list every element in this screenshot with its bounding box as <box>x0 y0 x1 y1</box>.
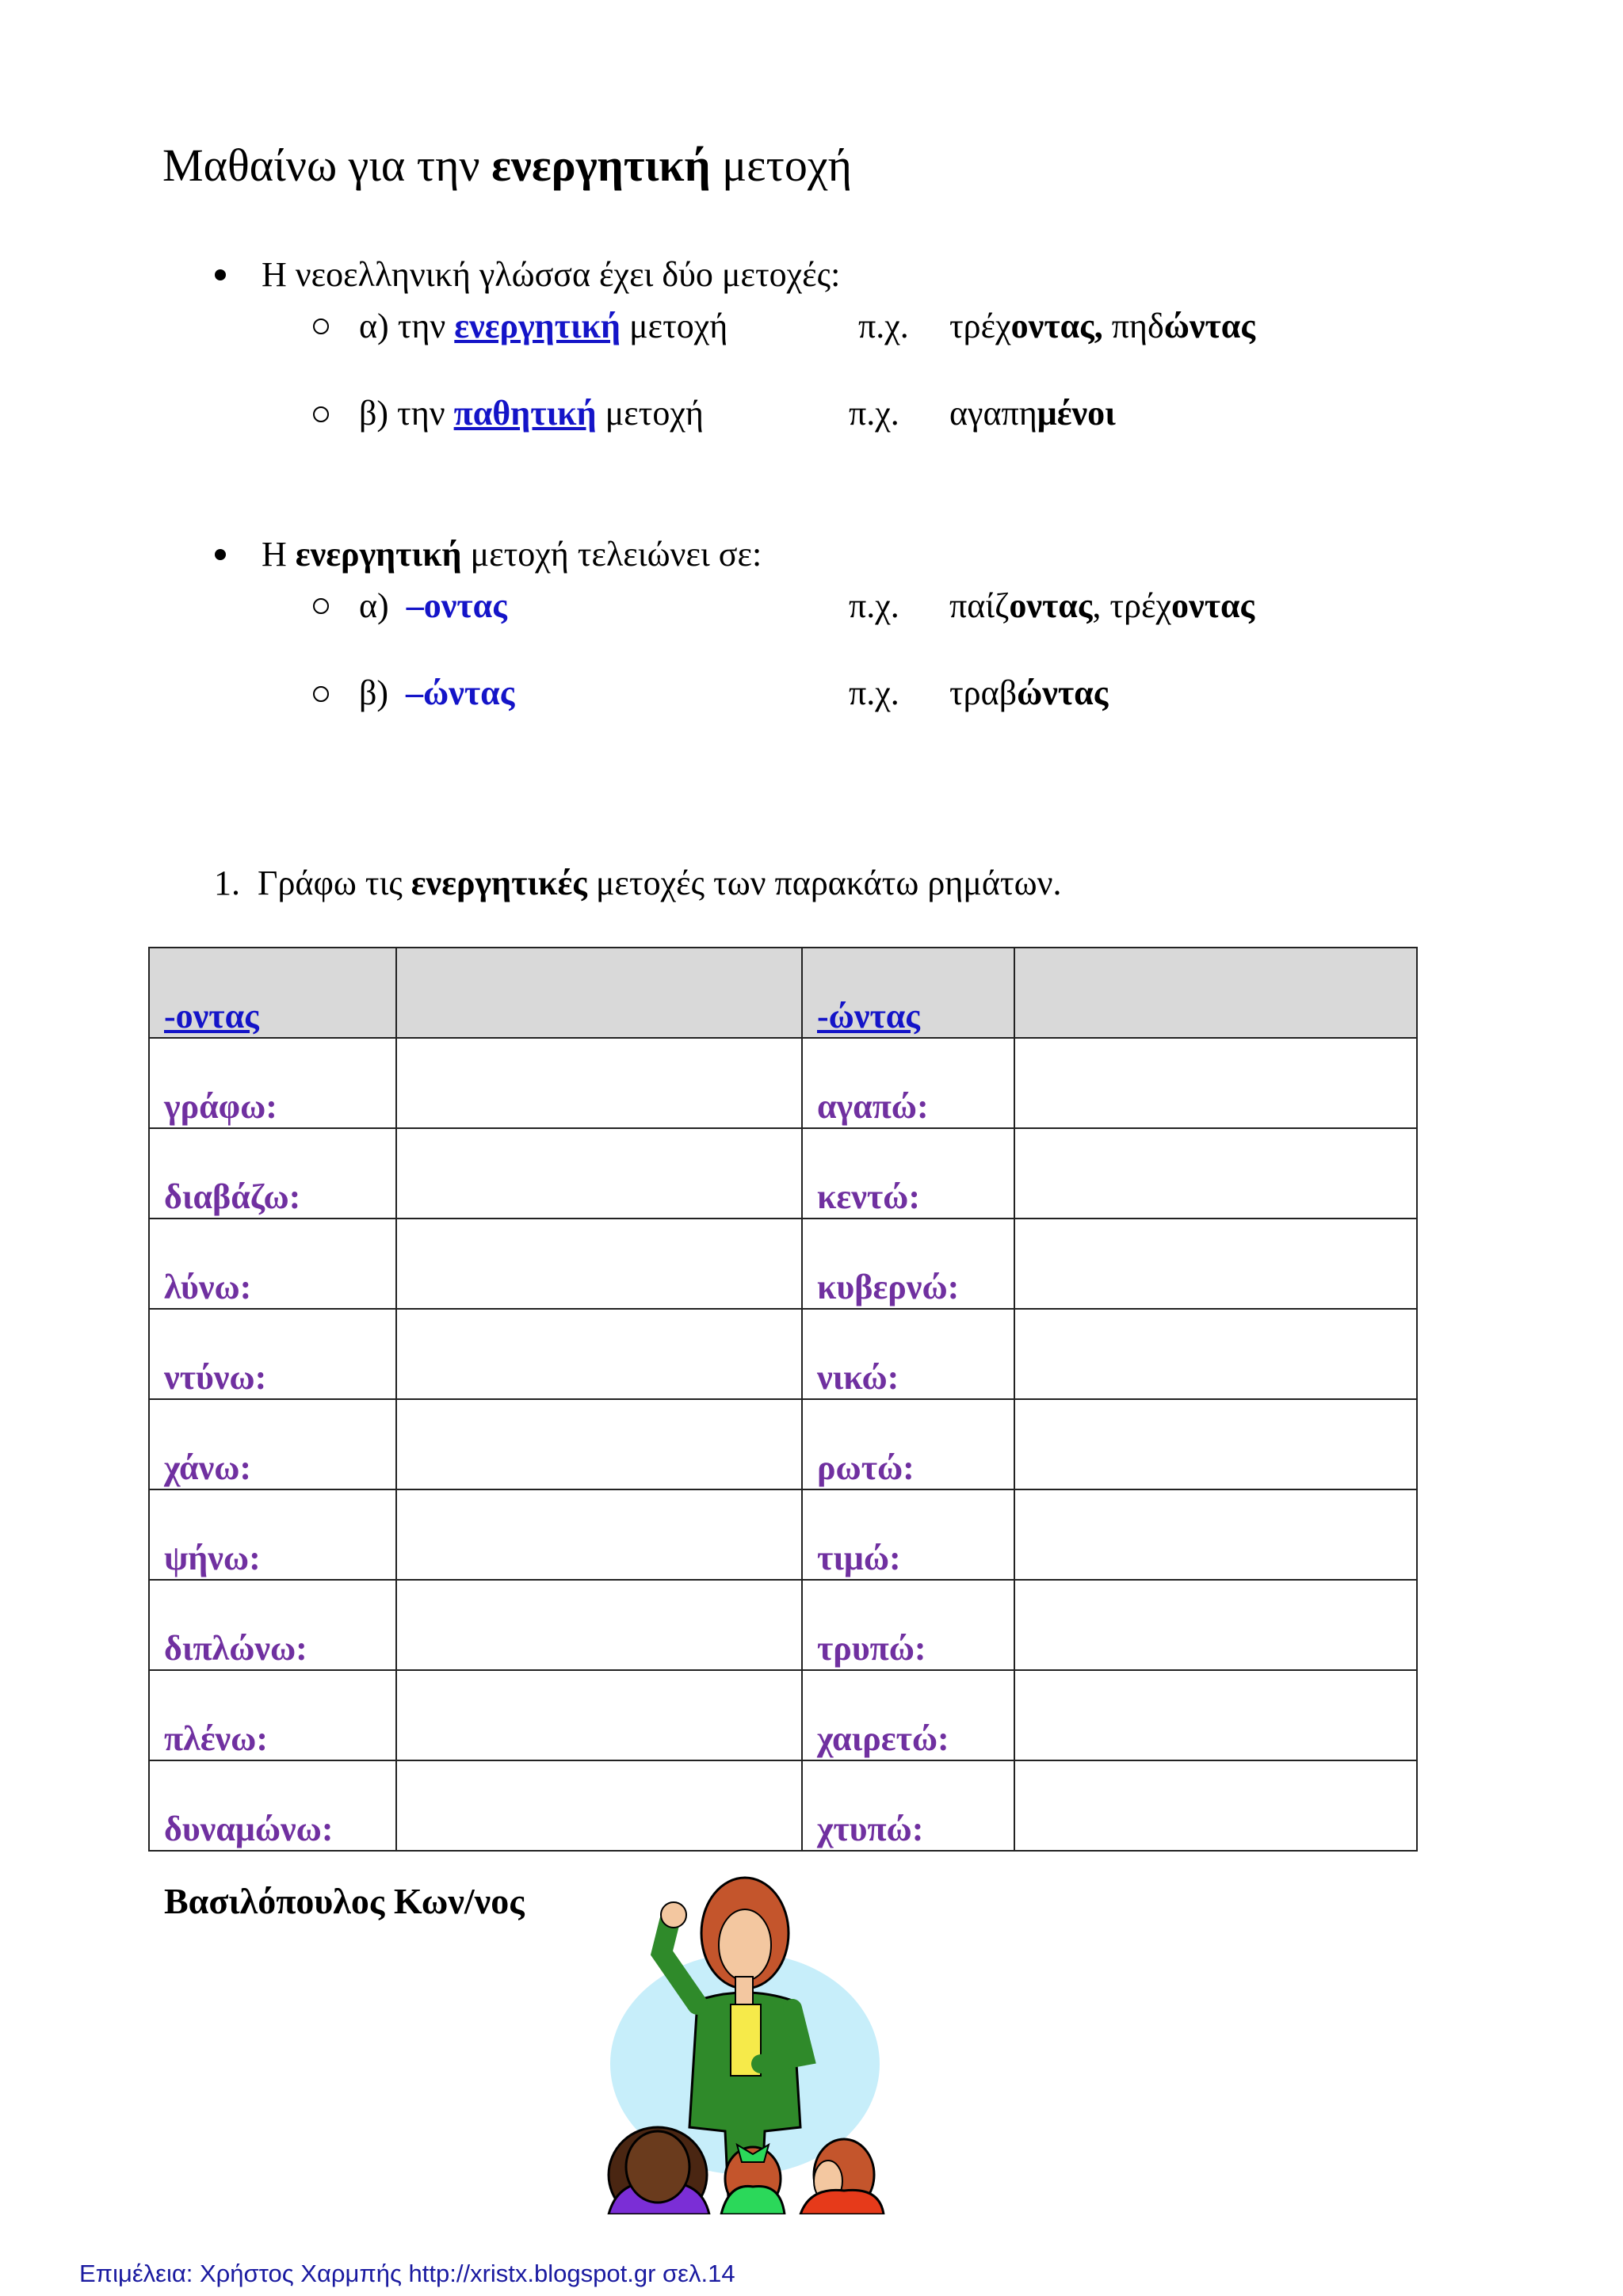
table-row <box>149 1489 1417 1580</box>
table-row <box>149 1038 1417 1128</box>
eg-label: π.χ. <box>849 394 899 433</box>
teacher-with-children-illustration <box>602 1866 896 2214</box>
answer-cell[interactable] <box>1014 1219 1417 1309</box>
section2-item-a: α) –οντας <box>359 586 507 625</box>
verb-left: λύνω: <box>149 1219 396 1309</box>
verb-right: χτυπώ: <box>802 1760 1014 1851</box>
example-c: παίζοντας, τρέχοντας <box>949 586 1255 625</box>
table-header-row <box>149 948 1417 1038</box>
answer-cell[interactable] <box>396 1760 802 1851</box>
eg-label: π.χ. <box>849 586 899 625</box>
verb-right: αγαπώ: <box>802 1038 1014 1128</box>
footer-credits: Επιμέλεια: Χρήστος Χαρμπής http://xristx.blogspot.gr σελ.14 <box>79 2260 735 2287</box>
answer-cell[interactable] <box>1014 1580 1417 1670</box>
verb-right: τιμώ: <box>802 1489 1014 1580</box>
verb-right: κυβερνώ: <box>802 1219 1014 1309</box>
bullet-icon <box>215 549 226 560</box>
exercise-instruction: 1. Γράφω τις ενεργητικές μετοχές των παρακάτω ρημάτων. <box>214 864 1062 902</box>
section2-item-b: β) –ώντας <box>359 673 515 712</box>
example-d: τραβώντας <box>949 673 1109 712</box>
verb-right: κεντώ: <box>802 1128 1014 1219</box>
example-a: τρέχοντας, πηδώντας <box>949 307 1255 345</box>
answer-cell[interactable] <box>1014 1309 1417 1399</box>
answer-cell[interactable] <box>1014 1670 1417 1760</box>
answer-cell[interactable] <box>396 1219 802 1309</box>
answer-cell[interactable] <box>396 1580 802 1670</box>
bullet-icon <box>215 269 226 280</box>
section2-intro: Η ενεργητική μετοχή τελειώνει σε: <box>262 535 762 574</box>
circle-bullet-icon <box>313 406 329 422</box>
section1-intro: Η νεοελληνική γλώσσα έχει δύο μετοχές: <box>262 255 841 294</box>
section1-item-a: α) την ενεργητική μετοχή <box>359 307 728 345</box>
verb-left: δυναμώνω: <box>149 1760 396 1851</box>
link-pathitiki[interactable]: παθητική <box>453 394 597 433</box>
page-title: Μαθαίνω για την ενεργητική μετοχή <box>162 139 852 191</box>
verb-table <box>148 947 1418 1852</box>
link-energitiki[interactable]: ενεργητική <box>454 307 621 345</box>
table-row <box>149 1309 1417 1399</box>
answer-cell[interactable] <box>1014 1489 1417 1580</box>
answer-cell[interactable] <box>1014 1038 1417 1128</box>
circle-bullet-icon <box>313 686 329 702</box>
verb-left: χάνω: <box>149 1399 396 1489</box>
eg-label: π.χ. <box>858 307 909 345</box>
verb-left: ψήνω: <box>149 1489 396 1580</box>
table-row <box>149 1219 1417 1309</box>
header-ontas: -οντας <box>149 948 396 1038</box>
circle-bullet-icon <box>313 598 329 614</box>
header-ontas-accented: -ώντας <box>802 948 1014 1038</box>
verb-right: τρυπώ: <box>802 1580 1014 1670</box>
header-answer-cell <box>1014 948 1417 1038</box>
answer-cell[interactable] <box>1014 1399 1417 1489</box>
verb-left: πλένω: <box>149 1670 396 1760</box>
example-b: αγαπημένοι <box>949 394 1116 433</box>
section1-item-b: β) την παθητική μετοχή <box>359 394 704 433</box>
table-row <box>149 1670 1417 1760</box>
table-row <box>149 1760 1417 1851</box>
circle-bullet-icon <box>313 318 329 334</box>
author-name: Βασιλόπουλος Κων/νος <box>164 1881 525 1921</box>
eg-label: π.χ. <box>849 673 899 712</box>
verb-left: ντύνω: <box>149 1309 396 1399</box>
header-answer-cell <box>396 948 802 1038</box>
table-row <box>149 1580 1417 1670</box>
verb-right: χαιρετώ: <box>802 1670 1014 1760</box>
verb-left: διπλώνω: <box>149 1580 396 1670</box>
answer-cell[interactable] <box>396 1128 802 1219</box>
table-row <box>149 1399 1417 1489</box>
answer-cell[interactable] <box>1014 1128 1417 1219</box>
answer-cell[interactable] <box>396 1489 802 1580</box>
verb-left: διαβάζω: <box>149 1128 396 1219</box>
verb-right: νικώ: <box>802 1309 1014 1399</box>
verb-left: γράφω: <box>149 1038 396 1128</box>
answer-cell[interactable] <box>396 1038 802 1128</box>
answer-cell[interactable] <box>396 1309 802 1399</box>
answer-cell[interactable] <box>396 1399 802 1489</box>
answer-cell[interactable] <box>1014 1760 1417 1851</box>
answer-cell[interactable] <box>396 1670 802 1760</box>
table-row <box>149 1128 1417 1219</box>
verb-right: ρωτώ: <box>802 1399 1014 1489</box>
